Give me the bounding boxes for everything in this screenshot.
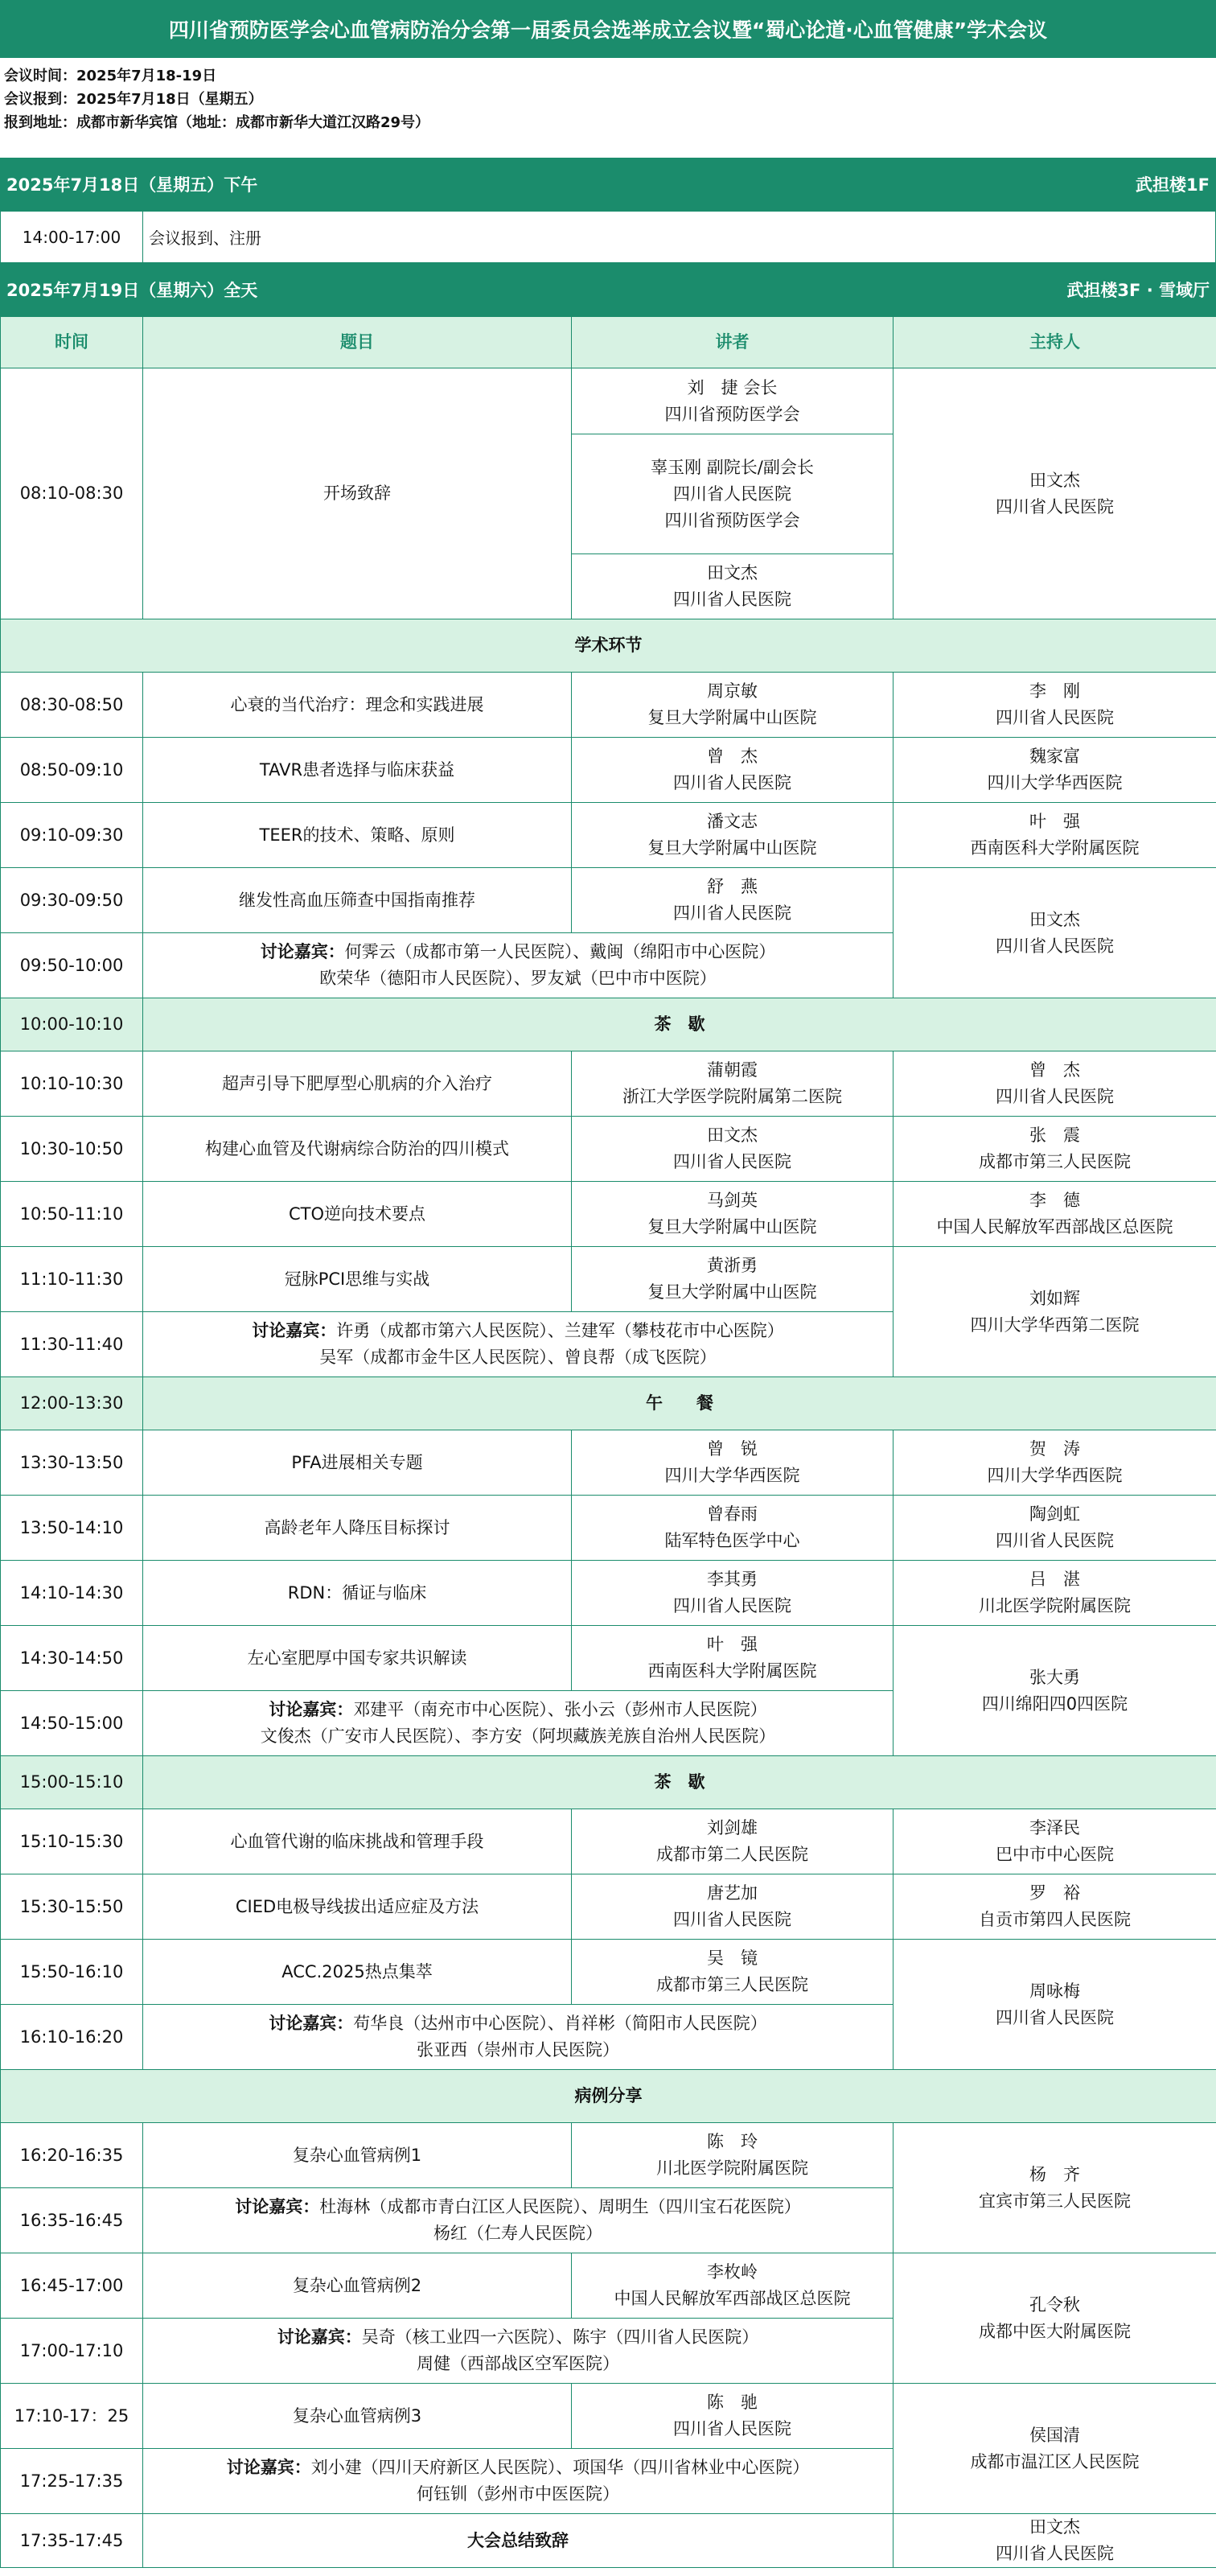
table-cell: 10:10-10:30 (1, 1051, 143, 1117)
table-row (1, 1496, 1216, 1561)
table-cell: 15:50-16:10 (1, 1940, 143, 2005)
table-cell: RDN：循证与临床 (143, 1561, 572, 1626)
table-cell: 四川省人民医院 (673, 903, 791, 923)
section-cases (1, 2070, 1216, 2123)
table-cell: 四川省人民医院 (673, 1152, 791, 1171)
table-cell: 病例分享 (1, 2070, 1216, 2123)
table-cell: 陶剑虹 (1029, 1504, 1080, 1524)
table-cell: 10:50-11:10 (1, 1182, 143, 1247)
closing-topic: 大会总结致辞 (143, 2514, 894, 2568)
table-cell: 讨论嘉宾： (235, 2197, 320, 2216)
table-cell: 心衰的当代治疗：理念和实践进展 (143, 673, 572, 738)
table-cell: 四川大学华西第二医院 (970, 1315, 1140, 1335)
table-row (1, 2514, 1216, 2568)
table-row (1, 673, 1216, 738)
table-cell (894, 1940, 1216, 2070)
table-row (1, 738, 1216, 803)
table-cell: 曾 锐 (707, 1439, 758, 1459)
table-cell: 宜宾市第三人民医院 (979, 2191, 1131, 2211)
table-cell: 四川大学华西医院 (987, 1466, 1123, 1485)
table-cell: 李 德 (1029, 1191, 1080, 1210)
table-cell (894, 1561, 1216, 1626)
table-cell: 蒲朝霞 (707, 1060, 758, 1080)
table-cell (894, 1496, 1216, 1561)
section-tea-break (1, 1756, 1216, 1809)
table-cell: 成都市第二人民医院 (656, 1845, 808, 1864)
section-tea-break (1, 998, 1216, 1051)
table-cell: 四川省人民医院 (996, 1531, 1114, 1550)
table-cell: 曾春雨 (707, 1504, 758, 1524)
discussion-guests (143, 2449, 894, 2514)
meeting-address: 报到地址：成都市新华宾馆（地址：成都市新华大道江汉路29号） (4, 114, 430, 131)
table-cell: 16:10-16:20 (1, 2005, 143, 2070)
table-cell (894, 1430, 1216, 1496)
meeting-registration: 会议报到：2025年7月18日（星期五） (4, 91, 263, 108)
table-cell: 午 餐 (143, 1377, 1216, 1430)
table-cell: 杨 齐 (1029, 2164, 1080, 2184)
table-cell: 四川省人民医院 (673, 1596, 791, 1615)
table-cell: 超声引导下肥厚型心肌病的介入治疗 (143, 1051, 572, 1117)
table-cell: 贺 涛 (1029, 1439, 1080, 1459)
meeting-info (0, 64, 1216, 134)
table-cell: 刘如辉 (1029, 1288, 1080, 1308)
table-cell (894, 2123, 1216, 2253)
table-cell: 黄浙勇 (707, 1256, 758, 1275)
table-cell (894, 1809, 1216, 1874)
registration-time: 14:00-17:00 (1, 212, 143, 262)
table-cell: 西南医科大学附属医院 (647, 1661, 817, 1681)
table-cell: 吴军（成都市金牛区人民医院）、曾良帮（成飞医院） (319, 1348, 717, 1367)
col-time: 时间 (1, 317, 143, 368)
table-cell: 讨论嘉宾： (277, 2327, 362, 2347)
table-row (1, 1247, 1216, 1312)
table-cell (894, 803, 1216, 868)
table-cell: CIED电极导线拔出适应症及方法 (143, 1874, 572, 1940)
table-cell: 四川省人民医院 (673, 1910, 791, 1929)
table-row (1, 803, 1216, 868)
table-cell: CTO逆向技术要点 (143, 1182, 572, 1247)
table-cell: 复旦大学附属中山医院 (647, 708, 817, 727)
table-cell: 茶 歇 (143, 998, 1216, 1051)
table-cell: 学术环节 (1, 619, 1216, 673)
table-cell (146, 2324, 889, 2351)
table-cell: 马剑英 (707, 1191, 758, 1210)
table-row (1, 1940, 1216, 2005)
table-cell: 李枚岭 (707, 2262, 758, 2282)
day1-header (0, 158, 1216, 211)
table-cell: 四川大学华西医院 (987, 773, 1123, 792)
table-cell: 茶 歇 (143, 1756, 1216, 1809)
section-lunch (1, 1377, 1216, 1430)
table-cell: 自贡市第四人民医院 (979, 1910, 1131, 1929)
table-row (1, 868, 1216, 933)
table-cell (572, 1247, 894, 1312)
table-cell: 四川省人民医院 (996, 2544, 1114, 2563)
col-speaker: 讲者 (572, 317, 894, 368)
meeting-time: 会议时间：2025年7月18-19日 (4, 68, 217, 84)
table-cell: 14:30-14:50 (1, 1626, 143, 1691)
table-cell: 10:30-10:50 (1, 1117, 143, 1182)
table-cell: 吴奇（核工业四一六医院）、陈宇（四川省人民医院） (361, 2327, 759, 2347)
table-cell: 四川省人民医院 (673, 2419, 791, 2438)
table-row (1, 2123, 1216, 2188)
table-row (1, 1051, 1216, 1117)
table-cell: 四川省人民医院 (673, 484, 791, 504)
page-title: 四川省预防医学会心血管病防治分会第一届委员会选举成立会议暨“蜀心论道·心血管健康”学术会议 (0, 0, 1216, 58)
table-cell (894, 1247, 1216, 1377)
table-cell: 李其勇 (707, 1570, 758, 1589)
table-cell: 15:00-15:10 (1, 1756, 143, 1809)
table-cell (894, 2384, 1216, 2514)
table-cell: 四川省人民医院 (996, 2007, 1114, 2027)
table-cell: 09:30-09:50 (1, 868, 143, 933)
table-cell: 四川大学华西医院 (664, 1466, 800, 1485)
table-header-row (1, 317, 1216, 368)
table-cell: 09:50-10:00 (1, 933, 143, 998)
day1-venue: 武担楼1F (1136, 175, 1210, 195)
table-cell: 成都市第三人民医院 (656, 1975, 808, 1994)
discussion-guests (143, 933, 894, 998)
table-cell: 田文杰 (1029, 909, 1080, 929)
table-cell: 田文杰 (707, 563, 758, 582)
table-cell: 罗 裕 (1029, 1883, 1080, 1903)
table-cell: 心血管代谢的临床挑战和管理手段 (143, 1809, 572, 1874)
table-cell: 曾 杰 (707, 747, 758, 766)
table-cell: 四川省人民医院 (996, 936, 1114, 956)
table-cell (572, 2253, 894, 2319)
opening-speaker-1 (572, 368, 894, 434)
table-row (1, 1430, 1216, 1496)
table-cell (894, 1117, 1216, 1182)
table-cell (572, 1430, 894, 1496)
table-cell (146, 2194, 889, 2220)
table-cell: 周京敏 (707, 681, 758, 701)
table-cell: 15:10-15:30 (1, 1809, 143, 1874)
table-cell: 陈 驰 (707, 2393, 758, 2412)
table-cell: 17:10-17：25 (1, 2384, 143, 2449)
table-cell: 四川省人民医院 (996, 496, 1114, 516)
table-cell: 中国人民解放军西部战区总医院 (936, 1217, 1173, 1237)
table-cell (146, 939, 889, 965)
table-cell (894, 868, 1216, 998)
table-cell: 张亚西（崇州市人民医院） (417, 2040, 619, 2060)
table-cell: 16:20-16:35 (1, 2123, 143, 2188)
table-cell (894, 738, 1216, 803)
table-cell: 继发性高血压筛查中国指南推荐 (143, 868, 572, 933)
table-row (1, 1809, 1216, 1874)
table-cell (572, 738, 894, 803)
table-cell (572, 1809, 894, 1874)
table-cell: 刘小建（四川天府新区人民医院）、项国华（四川省林业中心医院） (310, 2458, 810, 2477)
table-cell (572, 803, 894, 868)
table-cell: 孔令秋 (1029, 2294, 1080, 2315)
table-cell: 冠脉PCI思维与实战 (143, 1247, 572, 1312)
table-row (1, 1874, 1216, 1940)
table-cell: 复杂心血管病例1 (143, 2123, 572, 2188)
table-cell: 田文杰 (1029, 470, 1080, 490)
table-cell: 11:30-11:40 (1, 1312, 143, 1377)
table-cell (572, 1874, 894, 1940)
table-cell: 文俊杰（广安市人民医院）、李方安（阿坝藏族羌族自治州人民医院） (260, 1726, 776, 1746)
table-cell: 陈 玲 (707, 2132, 758, 2151)
discussion-guests (143, 2005, 894, 2070)
table-cell (894, 1874, 1216, 1940)
table-cell: 张大勇 (1029, 1667, 1080, 1687)
table-cell: 12:00-13:30 (1, 1377, 143, 1430)
table-cell: 中国人民解放军西部战区总医院 (614, 2289, 851, 2308)
table-cell: TEER的技术、策略、原则 (143, 803, 572, 868)
table-cell: 13:30-13:50 (1, 1430, 143, 1496)
table-cell: 复旦大学附属中山医院 (647, 838, 817, 858)
table-cell: 16:35-16:45 (1, 2188, 143, 2253)
table-cell: 刘 捷 会长 (687, 377, 778, 397)
table-cell (572, 1626, 894, 1691)
table-cell: 叶 强 (707, 1635, 758, 1654)
table-cell: 何霁云（成都市第一人民医院）、戴闽（绵阳市中心医院） (344, 942, 776, 961)
table-cell: 李 刚 (1029, 681, 1080, 701)
table-cell: 唐艺加 (707, 1883, 758, 1903)
table-cell (572, 1182, 894, 1247)
col-host: 主持人 (894, 317, 1216, 368)
table-cell: 讨论嘉宾： (252, 1321, 337, 1340)
table-cell: 杨红（仁寿人民医院） (433, 2224, 602, 2243)
table-cell (572, 1940, 894, 2005)
section-academic (1, 619, 1216, 673)
table-cell: 吕 湛 (1029, 1570, 1080, 1589)
registration-item: 会议报到、注册 (149, 228, 261, 248)
table-cell (572, 2384, 894, 2449)
table-row (1, 368, 1216, 434)
table-cell: 周健（西部战区空军医院） (417, 2354, 619, 2373)
table-cell: 四川省人民医院 (996, 1087, 1114, 1106)
table-cell (572, 868, 894, 933)
table-row (1, 2384, 1216, 2449)
table-cell: 17:00-17:10 (1, 2319, 143, 2384)
schedule-table (0, 316, 1216, 2568)
table-cell: 四川省人民医院 (673, 773, 791, 792)
table-cell: 欧荣华（德阳市人民医院）、罗友斌（巴中市中医院） (319, 969, 717, 988)
table-cell (894, 1051, 1216, 1117)
table-cell: 巴中市中心医院 (996, 1845, 1114, 1864)
table-cell: 讨论嘉宾： (269, 1700, 354, 1719)
table-cell (146, 1318, 889, 1344)
table-cell: 左心室肥厚中国专家共识解读 (143, 1626, 572, 1691)
discussion-guests (143, 1312, 894, 1377)
table-cell: 苟华良（达州市中心医院）、肖祥彬（简阳市人民医院） (353, 2014, 767, 2033)
table-cell (894, 2514, 1216, 2568)
registration-row (0, 211, 1216, 263)
col-topic: 题目 (143, 317, 572, 368)
table-cell: 14:10-14:30 (1, 1561, 143, 1626)
opening-topic: 开场致辞 (143, 368, 572, 619)
table-cell: TAVR患者选择与临床获益 (143, 738, 572, 803)
table-cell (572, 1496, 894, 1561)
table-cell: 周咏梅 (1029, 1981, 1080, 2001)
day2-venue: 武担楼3F · 雪域厅 (1066, 281, 1210, 300)
table-cell: 侯国清 (1029, 2425, 1080, 2445)
table-cell: 08:30-08:50 (1, 673, 143, 738)
table-cell: 13:50-14:10 (1, 1496, 143, 1561)
table-cell: 14:50-15:00 (1, 1691, 143, 1756)
table-cell: 复旦大学附属中山医院 (647, 1217, 817, 1237)
table-cell: 许勇（成都市第六人民医院）、兰建军（攀枝花市中心医院） (336, 1321, 784, 1340)
table-cell: 10:00-10:10 (1, 998, 143, 1051)
discussion-guests (143, 2188, 894, 2253)
table-cell: 陆军特色医学中心 (664, 1531, 800, 1550)
table-cell: 成都中医大附属医院 (979, 2321, 1131, 2341)
day1-label: 2025年7月18日（星期五）下午 (6, 175, 258, 195)
table-cell: 舒 燕 (707, 877, 758, 896)
table-cell: 复杂心血管病例3 (143, 2384, 572, 2449)
table-row (1, 1182, 1216, 1247)
table-cell: 川北医学院附属医院 (656, 2158, 808, 2178)
table-cell: 何钰钏（彭州市中医医院） (417, 2484, 619, 2504)
table-cell: 复杂心血管病例2 (143, 2253, 572, 2319)
table-row (1, 2253, 1216, 2319)
table-cell (572, 1117, 894, 1182)
opening-speaker-2 (572, 434, 894, 554)
opening-speaker-3 (572, 554, 894, 619)
table-cell: 四川绵阳四0四医院 (981, 1693, 1128, 1714)
table-cell (146, 2010, 889, 2037)
table-cell: 11:10-11:30 (1, 1247, 143, 1312)
table-cell (894, 1182, 1216, 1247)
table-cell: 魏家富 (1029, 747, 1080, 766)
table-cell: 李泽民 (1029, 1818, 1080, 1837)
table-cell: 吴 镜 (707, 1948, 758, 1968)
opening-time: 08:10-08:30 (1, 368, 143, 619)
table-cell (572, 1051, 894, 1117)
table-cell: 刘剑雄 (707, 1818, 758, 1837)
table-cell (894, 2253, 1216, 2384)
day2-header (0, 263, 1216, 316)
table-cell: 辜玉刚 副院长/副会长 (651, 457, 814, 477)
table-cell (894, 673, 1216, 738)
discussion-guests (143, 2319, 894, 2384)
table-cell: 田文杰 (707, 1125, 758, 1145)
table-cell: 讨论嘉宾： (226, 2458, 311, 2477)
table-cell: 16:45-17:00 (1, 2253, 143, 2319)
table-cell: 17:35-17:45 (1, 2514, 143, 2568)
table-row (1, 1626, 1216, 1691)
table-cell: 田文杰 (1029, 2517, 1080, 2537)
table-cell: 潘文志 (707, 812, 758, 831)
opening-host (894, 368, 1216, 619)
table-cell (572, 1561, 894, 1626)
day2-label: 2025年7月19日（星期六）全天 (6, 281, 258, 300)
table-cell: 09:10-09:30 (1, 803, 143, 868)
table-cell: 浙江大学医学院附属第二医院 (622, 1087, 842, 1106)
table-cell (572, 2123, 894, 2188)
table-cell: 15:30-15:50 (1, 1874, 143, 1940)
table-cell: 17:25-17:35 (1, 2449, 143, 2514)
table-cell: 张 震 (1029, 1125, 1080, 1145)
table-cell: 08:50-09:10 (1, 738, 143, 803)
table-cell: 曾 杰 (1029, 1060, 1080, 1080)
table-cell: 四川省人民医院 (996, 708, 1114, 727)
table-cell: 四川省人民医院 (673, 590, 791, 609)
table-cell: 西南医科大学附属医院 (970, 838, 1140, 858)
table-cell: 成都市温江区人民医院 (970, 2451, 1140, 2471)
table-row (1, 1561, 1216, 1626)
table-cell (894, 1626, 1216, 1756)
table-row (1, 1117, 1216, 1182)
table-cell: ACC.2025热点集萃 (143, 1940, 572, 2005)
table-cell: 川北医学院附属医院 (979, 1596, 1131, 1615)
discussion-guests (143, 1691, 894, 1756)
table-cell: 复旦大学附属中山医院 (647, 1282, 817, 1302)
table-cell (146, 2455, 889, 2481)
table-cell: 邓建平（南充市中心医院）、张小云（彭州市人民医院） (353, 1700, 767, 1719)
table-cell: 讨论嘉宾： (269, 2014, 354, 2033)
table-cell: 杜海林（成都市青白江区人民医院）、周明生（四川宝石花医院） (319, 2197, 801, 2216)
table-cell: 构建心血管及代谢病综合防治的四川模式 (143, 1117, 572, 1182)
table-cell: 叶 强 (1029, 812, 1080, 831)
table-cell: 四川省预防医学会 (664, 404, 800, 424)
table-cell: 高龄老年人降压目标探讨 (143, 1496, 572, 1561)
table-cell: 成都市第三人民医院 (979, 1152, 1131, 1171)
table-cell (572, 673, 894, 738)
table-cell: PFA进展相关专题 (143, 1430, 572, 1496)
table-cell: 讨论嘉宾： (260, 942, 345, 961)
table-cell (146, 1697, 889, 1723)
table-cell: 四川省预防医学会 (664, 510, 800, 530)
